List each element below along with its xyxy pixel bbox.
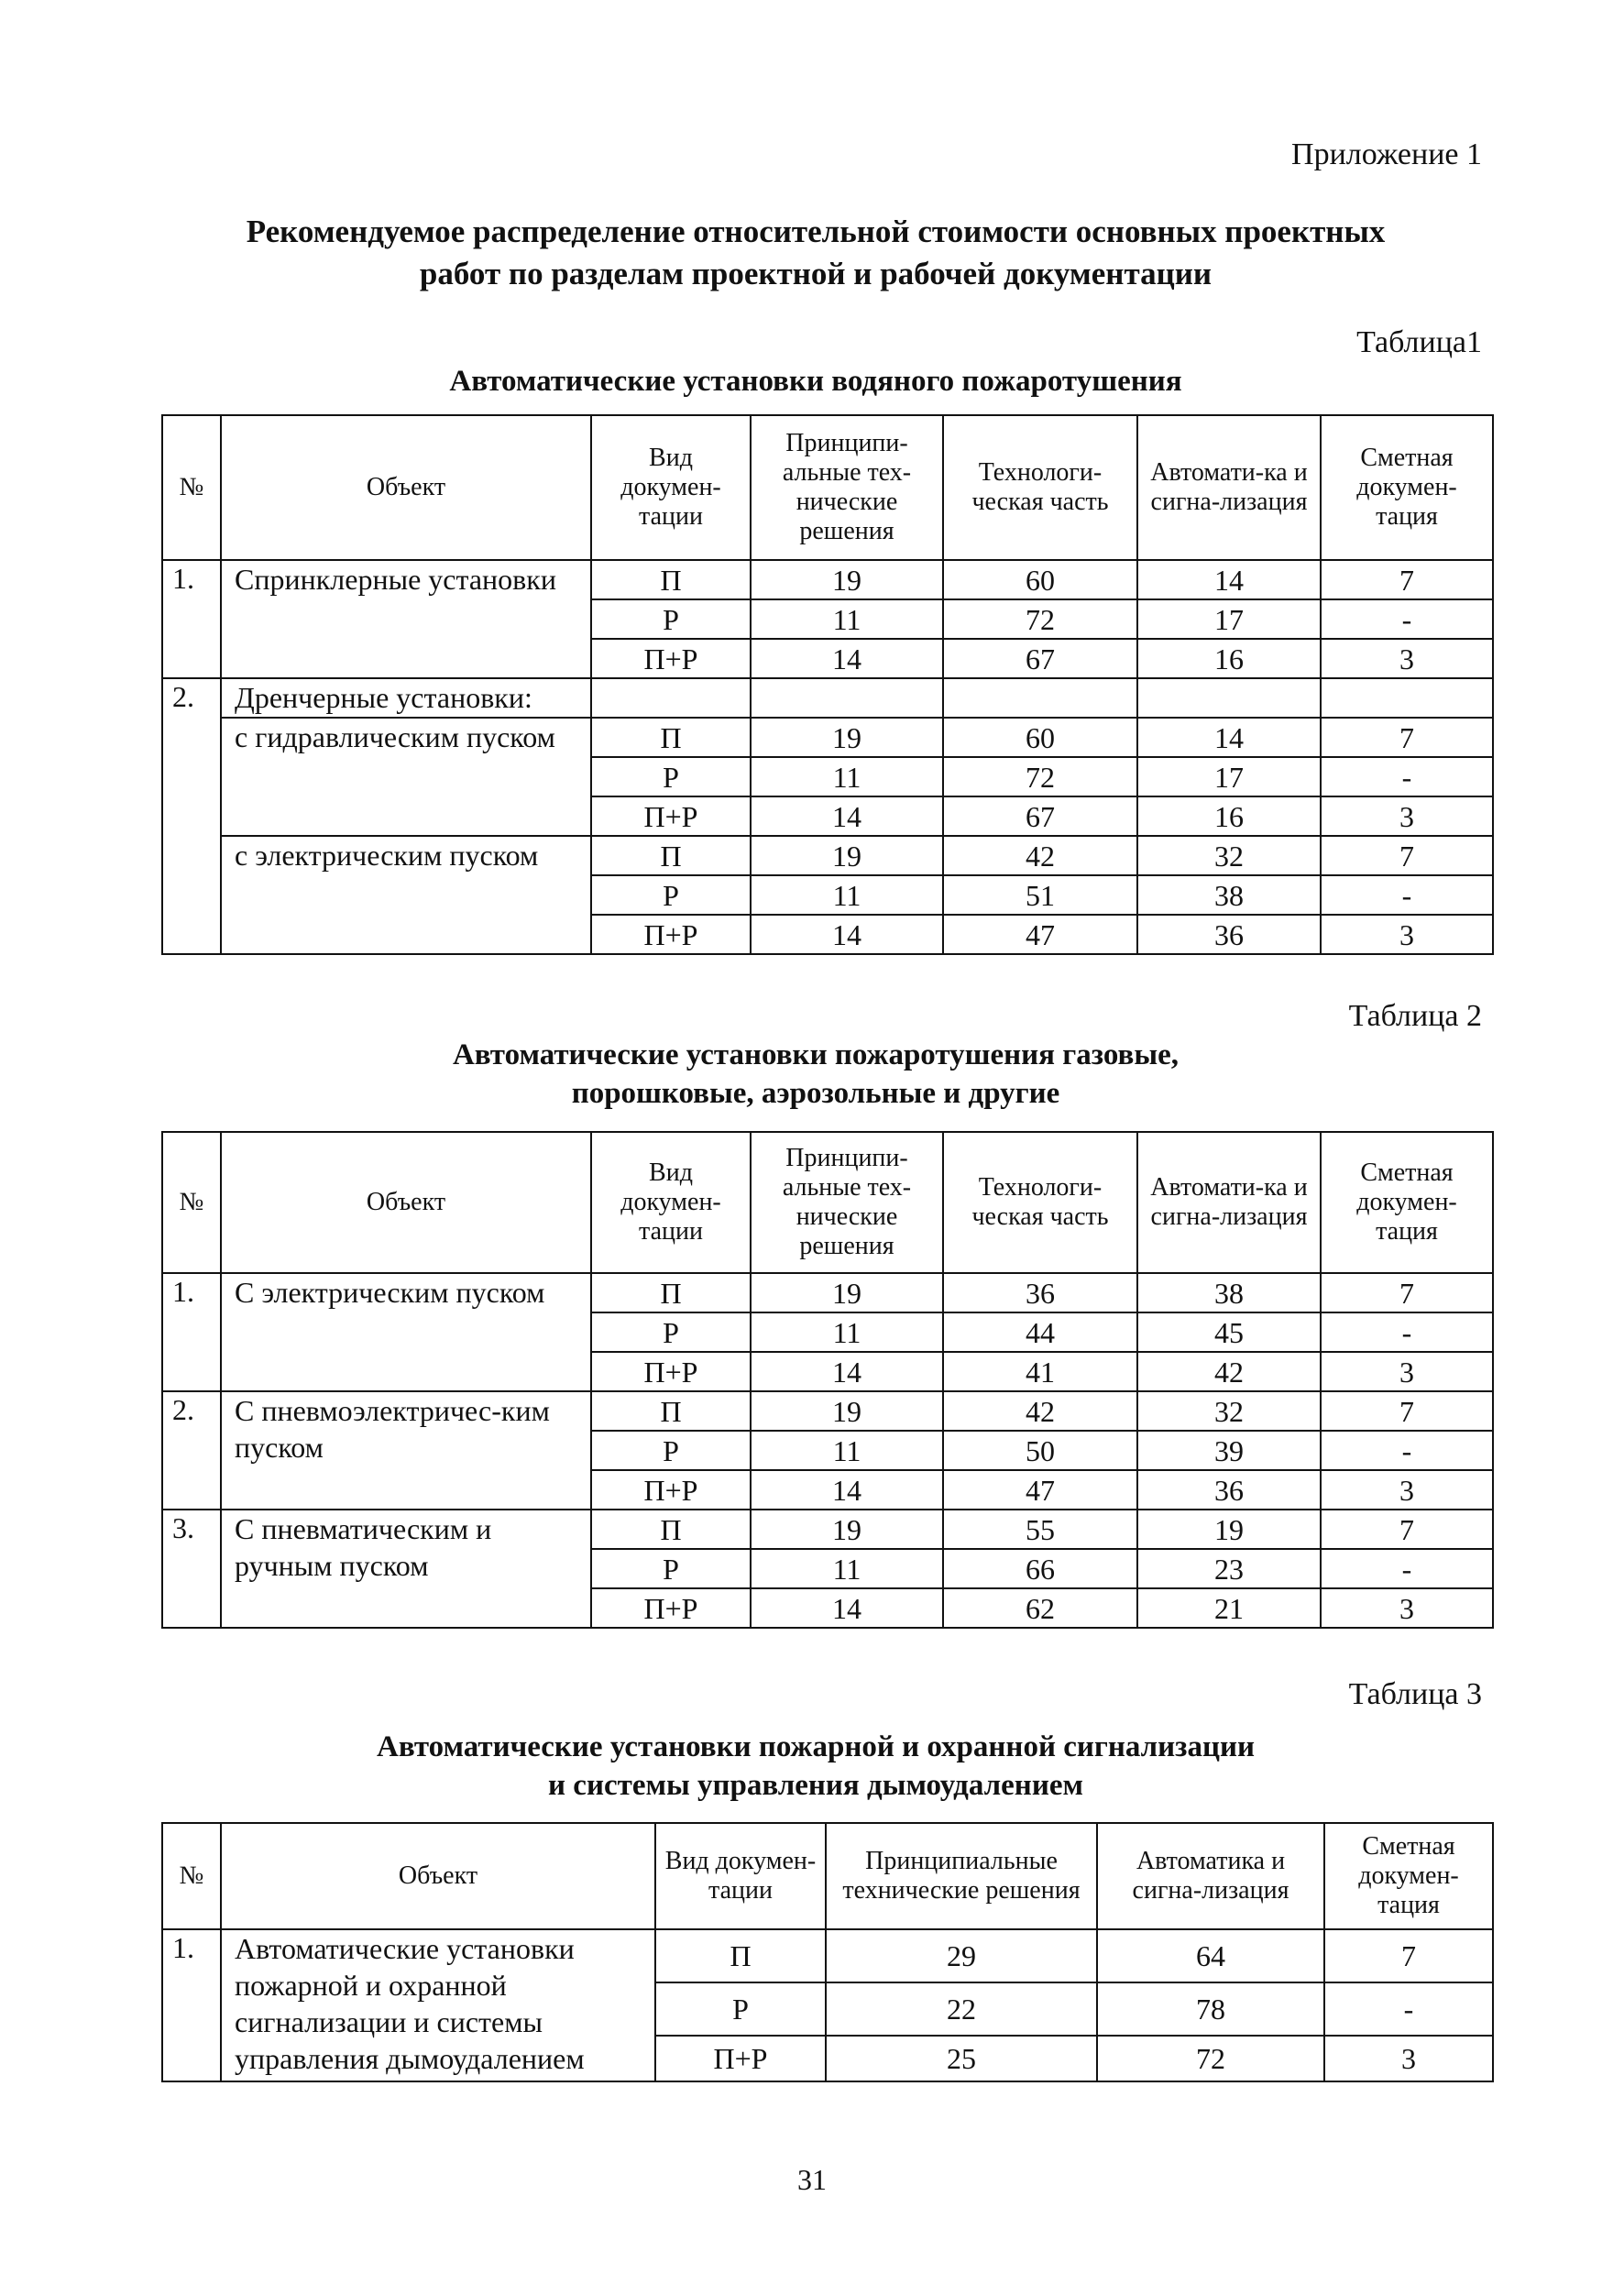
cell: Р bbox=[591, 757, 751, 796]
cell: Р bbox=[591, 599, 751, 639]
table-2-title-line-1: Автоматические установки пожаротушения газовые, bbox=[452, 1038, 1180, 1071]
cell: - bbox=[1321, 875, 1493, 915]
cell: - bbox=[1321, 599, 1493, 639]
cell: 29 bbox=[826, 1929, 1097, 1982]
cell: 25 bbox=[826, 2036, 1097, 2081]
cell: 51 bbox=[943, 875, 1137, 915]
header-cell: Принципи-альные тех-нические решения bbox=[751, 415, 943, 560]
table-2 bbox=[161, 1131, 1494, 1629]
cell: П+Р bbox=[591, 1352, 751, 1391]
cell: 42 bbox=[1137, 1352, 1321, 1391]
cell: 3 bbox=[1321, 1352, 1493, 1391]
header-cell: Автоматика и сигна-лизация bbox=[1097, 1823, 1324, 1929]
header-cell: Автомати-ка и сигна-лизация bbox=[1137, 1132, 1321, 1273]
row-subobject: с гидравлическим пуском bbox=[221, 718, 591, 836]
table-header-row bbox=[162, 1823, 1493, 1929]
cell: П+Р bbox=[591, 915, 751, 954]
page-number: 31 bbox=[797, 2163, 827, 2196]
table-1 bbox=[161, 414, 1494, 955]
cell: 72 bbox=[1097, 2036, 1324, 2081]
table-2-title bbox=[165, 1036, 1466, 1113]
cell: П+Р bbox=[591, 1588, 751, 1628]
header-cell: Вид докумен-тации bbox=[655, 1823, 826, 1929]
table-row bbox=[162, 560, 1493, 599]
cell: 7 bbox=[1321, 1391, 1493, 1431]
cell: 44 bbox=[943, 1312, 1137, 1352]
cell: 14 bbox=[751, 1470, 943, 1510]
header-cell: Объект bbox=[221, 1823, 655, 1929]
cell bbox=[751, 678, 943, 718]
cell: 42 bbox=[943, 1391, 1137, 1431]
cell: 7 bbox=[1321, 718, 1493, 757]
row-number: 2. bbox=[162, 1391, 221, 1510]
cell: 36 bbox=[1137, 1470, 1321, 1510]
cell: Р bbox=[591, 1431, 751, 1470]
header-cell: Вид докумен-тации bbox=[591, 415, 751, 560]
cell: 62 bbox=[943, 1588, 1137, 1628]
cell: 7 bbox=[1321, 560, 1493, 599]
cell: 67 bbox=[943, 796, 1137, 836]
row-object: С электрическим пуском bbox=[221, 1273, 591, 1391]
cell: 32 bbox=[1137, 1391, 1321, 1431]
cell: 72 bbox=[943, 599, 1137, 639]
cell bbox=[1321, 678, 1493, 718]
table-2-label: Таблица 2 bbox=[1348, 999, 1482, 1033]
cell: 67 bbox=[943, 639, 1137, 678]
document-title-line-2: работ по разделам проектной и рабочей документации bbox=[419, 256, 1213, 291]
table-row bbox=[162, 1273, 1493, 1312]
row-object: С пневматическим и ручным пуском bbox=[221, 1510, 591, 1628]
cell: 47 bbox=[943, 915, 1137, 954]
cell: 14 bbox=[751, 796, 943, 836]
cell: 11 bbox=[751, 1312, 943, 1352]
header-cell: Сметная докумен-тация bbox=[1324, 1823, 1493, 1929]
row-object: Дренчерные установки: bbox=[221, 678, 591, 718]
cell: 47 bbox=[943, 1470, 1137, 1510]
header-cell: Принципиальные технические решения bbox=[826, 1823, 1097, 1929]
cell: - bbox=[1321, 1312, 1493, 1352]
cell: 11 bbox=[751, 1549, 943, 1588]
cell: 21 bbox=[1137, 1588, 1321, 1628]
header-cell: Сметная докумен-тация bbox=[1321, 1132, 1493, 1273]
table-header-row bbox=[162, 1132, 1493, 1273]
cell: 14 bbox=[1137, 718, 1321, 757]
cell: Р bbox=[591, 875, 751, 915]
table-3 bbox=[161, 1822, 1494, 2082]
cell: 60 bbox=[943, 560, 1137, 599]
cell: 3 bbox=[1324, 2036, 1493, 2081]
document-title bbox=[165, 211, 1466, 295]
cell: 3 bbox=[1321, 915, 1493, 954]
cell: 17 bbox=[1137, 599, 1321, 639]
row-number: 1. bbox=[162, 560, 221, 678]
cell: 16 bbox=[1137, 796, 1321, 836]
cell: Р bbox=[591, 1312, 751, 1352]
cell: 7 bbox=[1321, 836, 1493, 875]
cell: П+Р bbox=[591, 639, 751, 678]
cell: 42 bbox=[943, 836, 1137, 875]
cell: 11 bbox=[751, 757, 943, 796]
cell: 16 bbox=[1137, 639, 1321, 678]
cell bbox=[1137, 678, 1321, 718]
cell: 14 bbox=[751, 915, 943, 954]
cell: 3 bbox=[1321, 796, 1493, 836]
table-1-title: Автоматические установки водяного пожаротушения bbox=[449, 365, 1182, 398]
cell: 17 bbox=[1137, 757, 1321, 796]
cell: 19 bbox=[751, 560, 943, 599]
row-object: Спринклерные установки bbox=[221, 560, 591, 678]
cell: 38 bbox=[1137, 1273, 1321, 1312]
document-title-line-1: Рекомендуемое распределение относительной стоимости основных проектных bbox=[246, 214, 1386, 249]
header-cell: Принципи-альные тех-нические решения bbox=[751, 1132, 943, 1273]
cell: Р bbox=[655, 1982, 826, 2036]
table-3-title bbox=[165, 1728, 1466, 1805]
header-cell: № bbox=[162, 1132, 221, 1273]
cell: 64 bbox=[1097, 1929, 1324, 1982]
table-row bbox=[162, 1391, 1493, 1431]
cell: - bbox=[1324, 1982, 1493, 2036]
cell: П bbox=[591, 836, 751, 875]
cell: П bbox=[591, 1510, 751, 1549]
header-cell: Объект bbox=[221, 415, 591, 560]
cell: П+Р bbox=[591, 1470, 751, 1510]
row-subobject: с электрическим пуском bbox=[221, 836, 591, 954]
cell: 11 bbox=[751, 599, 943, 639]
header-cell: Вид докумен-тации bbox=[591, 1132, 751, 1273]
table-2-title-line-2: порошковые, аэрозольные и другие bbox=[571, 1077, 1060, 1110]
cell: 19 bbox=[751, 1510, 943, 1549]
cell: 39 bbox=[1137, 1431, 1321, 1470]
table-3-title-line-2: и системы управления дымоудалением bbox=[548, 1769, 1083, 1802]
cell: 72 bbox=[943, 757, 1137, 796]
cell: П bbox=[591, 1391, 751, 1431]
cell: 11 bbox=[751, 1431, 943, 1470]
cell: 22 bbox=[826, 1982, 1097, 2036]
cell: 36 bbox=[1137, 915, 1321, 954]
cell bbox=[943, 678, 1137, 718]
cell: П+Р bbox=[591, 796, 751, 836]
header-cell: Технологи-ческая часть bbox=[943, 1132, 1137, 1273]
cell: 3 bbox=[1321, 639, 1493, 678]
cell: Р bbox=[591, 1549, 751, 1588]
cell bbox=[591, 678, 751, 718]
cell: 14 bbox=[751, 1588, 943, 1628]
appendix-label: Приложение 1 bbox=[1291, 137, 1482, 171]
header-cell: № bbox=[162, 415, 221, 560]
cell: 3 bbox=[1321, 1470, 1493, 1510]
cell: 50 bbox=[943, 1431, 1137, 1470]
header-cell: Сметная докумен-тация bbox=[1321, 415, 1493, 560]
table-row bbox=[162, 1929, 1493, 1982]
cell: 19 bbox=[751, 718, 943, 757]
table-header-row bbox=[162, 415, 1493, 560]
cell: - bbox=[1321, 757, 1493, 796]
cell: П bbox=[591, 718, 751, 757]
header-cell: Технологи-ческая часть bbox=[943, 415, 1137, 560]
cell: 55 bbox=[943, 1510, 1137, 1549]
table-3-title-line-1: Автоматические установки пожарной и охранной сигнализации bbox=[377, 1730, 1255, 1763]
cell: 7 bbox=[1324, 1929, 1493, 1982]
table-1-label: Таблица1 bbox=[1356, 325, 1482, 359]
row-number: 1. bbox=[162, 1929, 221, 2081]
row-object: С пневмоэлектричес-ким пуском bbox=[221, 1391, 591, 1510]
cell: 19 bbox=[751, 1391, 943, 1431]
cell: 23 bbox=[1137, 1549, 1321, 1588]
cell: - bbox=[1321, 1431, 1493, 1470]
cell: П bbox=[655, 1929, 826, 1982]
cell: 3 bbox=[1321, 1588, 1493, 1628]
cell: 14 bbox=[751, 1352, 943, 1391]
cell: 14 bbox=[1137, 560, 1321, 599]
cell: 66 bbox=[943, 1549, 1137, 1588]
table-row bbox=[162, 836, 1493, 875]
cell: - bbox=[1321, 1549, 1493, 1588]
table-row bbox=[162, 1510, 1493, 1549]
cell: 45 bbox=[1137, 1312, 1321, 1352]
cell: 78 bbox=[1097, 1982, 1324, 2036]
row-number: 1. bbox=[162, 1273, 221, 1391]
cell: 19 bbox=[751, 1273, 943, 1312]
header-cell: Автомати-ка и сигна-лизация bbox=[1137, 415, 1321, 560]
row-object: Автоматические установки пожарной и охранной сигнализации и системы управления дымоудалением bbox=[221, 1929, 655, 2081]
cell: 38 bbox=[1137, 875, 1321, 915]
cell: 19 bbox=[751, 836, 943, 875]
cell: П+Р bbox=[655, 2036, 826, 2081]
cell: П bbox=[591, 560, 751, 599]
row-number: 3. bbox=[162, 1510, 221, 1628]
header-cell: Объект bbox=[221, 1132, 591, 1273]
cell: 11 bbox=[751, 875, 943, 915]
cell: 60 bbox=[943, 718, 1137, 757]
table-row bbox=[162, 718, 1493, 757]
cell: 7 bbox=[1321, 1510, 1493, 1549]
cell: 19 bbox=[1137, 1510, 1321, 1549]
cell: 32 bbox=[1137, 836, 1321, 875]
cell: 14 bbox=[751, 639, 943, 678]
row-number: 2. bbox=[162, 678, 221, 954]
table-3-label: Таблица 3 bbox=[1348, 1677, 1482, 1711]
table-row bbox=[162, 678, 1493, 718]
cell: 36 bbox=[943, 1273, 1137, 1312]
header-cell: № bbox=[162, 1823, 221, 1929]
cell: П bbox=[591, 1273, 751, 1312]
cell: 7 bbox=[1321, 1273, 1493, 1312]
cell: 41 bbox=[943, 1352, 1137, 1391]
